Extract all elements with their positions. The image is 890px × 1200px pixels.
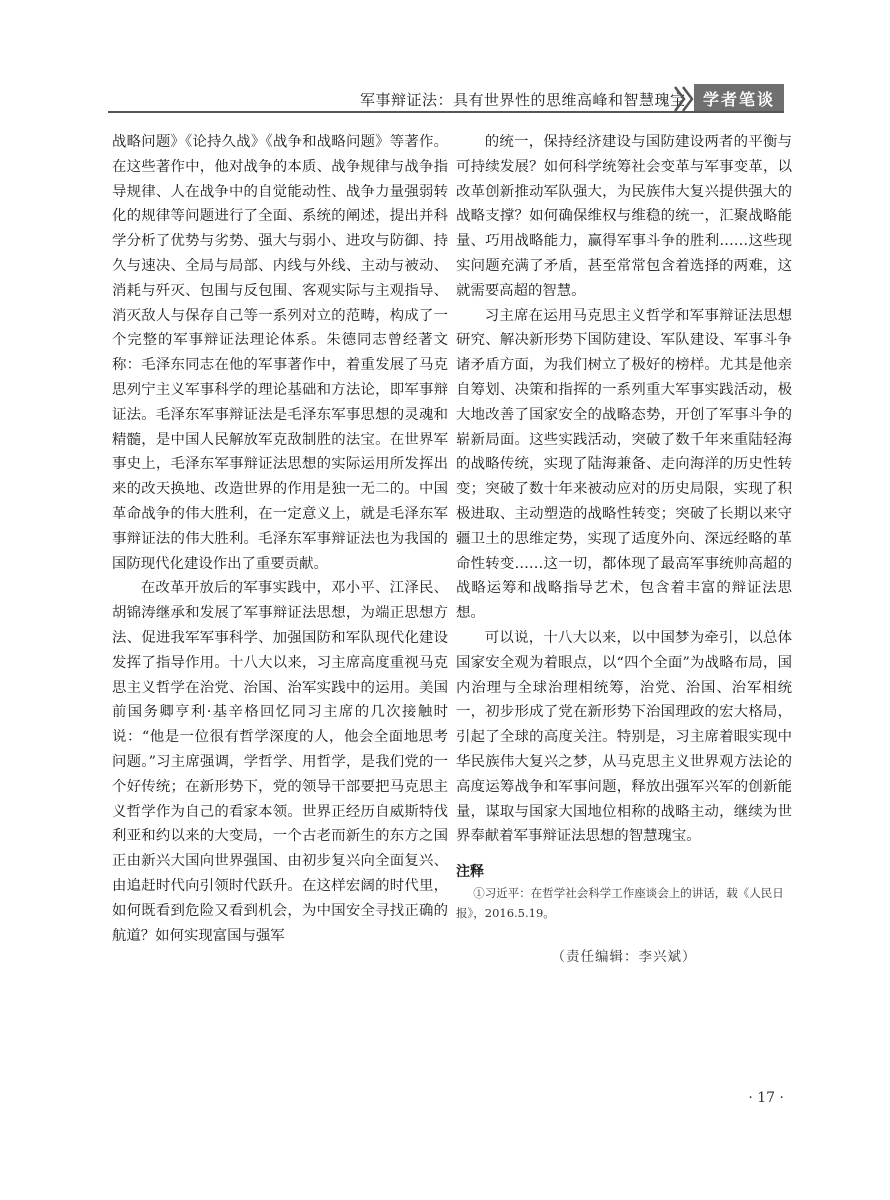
left-column (112, 130, 448, 948)
paragraph: 可以说，十八大以来，以中国梦为牵引，以总体国家安全观为着眼点，以“四个全面”为战略布局，国内治理与全球治理相统筹，治党、治国、治军相统一，初步形成了党在新形势下治国理政的宏大格局，引起了全球的高度关注。特别是，习主席着眼实现中华民族伟大复兴之梦，从马克思主义世界观方法论的高度运筹战争和军事问题，释放出强军兴军的创新能量，谋取与国家大国地位相称的战略主动，继续为世界奉献着军事辩证法思想的智慧瑰宝。 (456, 629, 792, 845)
footnote: ①习近平：在哲学社会科学工作座谈会上的讲话，载《人民日报》，2016.5.19。 (456, 886, 784, 921)
article-title: 军事辩证法：具有世界性的思维高峰和智慧瑰宝 (360, 91, 686, 109)
notes-heading: 注释 (456, 864, 484, 881)
paragraph: 的统一，保持经济建设与国防建设两者的平衡与可持续发展？如何科学统筹社会变革与军事变革，以改革创新推动军队强大，为民族伟大复兴提供强大的战略支撑？如何确保维权与维稳的统一，汇聚战略能量、巧用战略能力，赢得军事斗争的胜利……这些现实问题充满了矛盾，甚至常常包含着选择的两难，这就需要高超的智慧。 (456, 134, 792, 299)
section-badge: 学者笔谈 (694, 84, 784, 112)
paragraph: 习主席在运用马克思主义哲学和军事辩证法思想研究、解决新形势下国防建设、军队建设、军事斗争诸矛盾方面，为我们树立了极好的榜样。尤其是他亲自筹划、决策和指挥的一系列重大军事实践活动，极大地改善了国家安全的战略态势，开创了军事斗争的崭新局面。这些实践活动，突破了数千年来重陆轻海的战略传统，实现了陆海兼备、走向海洋的历史性转变；突破了数十年来被动应对的历史局限，实现了积极进取、主动塑造的战略性转变；突破了长期以来守疆卫土的思维定势，实现了适度外向、深远经略的革命性转变……这一切，都体现了最高军事统帅高超的战略运筹和战略指导艺术，包含着丰富的辩证法思想。 (456, 307, 792, 622)
paragraph: 战略问题》《论持久战》《战争和战略问题》等著作。在这些著作中，他对战争的本质、战争规律与战争指导规律、人在战争中的自觉能动性、战争力量强弱转化的规律等问题进行了全面、系统的阐述，提出并科学分析了优势与劣势、强大与弱小、进攻与防御、持久与速决、全局与局部、内线与外线、主动与被动、消耗与歼灭、包围与反包围、客观实际与主观指导、消灭敌人与保存自己等一系列对立的范畴，构成了一个完整的军事辩证法理论体系。朱德同志曾经著文称：毛泽东同志在他的军事著作中，着重发展了马克思列宁主义军事科学的理论基础和方法论，即军事辩证法。毛泽东军事辩证法是毛泽东军事思想的灵魂和精髓，是中国人民解放军克敌制胜的法宝。在世界军事史上，毛泽东军事辩证法思想的实际运用所发挥出来的改天换地、改造世界的作用是独一无二的。中国革命战争的伟大胜利，在一定意义上，就是毛泽东军事辩证法的伟大胜利。毛泽东军事辩证法也为我国的国防现代化建设作出了重要贡献。 (112, 134, 448, 572)
double-chevron-icon (672, 85, 696, 113)
page-number: · 17 · (748, 1090, 784, 1106)
editor-credit: （责任编辑：李兴斌） (551, 949, 697, 966)
paragraph: 在改革开放后的军事实践中，邓小平、江泽民、胡锦涛继承和发展了军事辩证法思想，为端正思想方法、促进我军军事科学、加强国防和军队现代化建设发挥了指导作用。十八大以来，习主席高度重视马克思主义哲学在治党、治国、治军实践中的运用。美国前国务卿亨利·基辛格回忆同习主席的几次接触时说：“他是一位很有哲学深度的人，他会全面地思考问题。”习主席强调，学哲学、用哲学，是我们党的一个好传统；在新形势下，党的领导干部要把马克思主义哲学作为自己的看家本领。世界正经历自威斯特伐利亚和约以来的大变局，一个古老而新生的东方之国正由新兴大国向世界强国、由初步复兴向全面复兴、由追赶时代向引领时代跃升。在这样宏阔的时代里，如何既看到危险又看到机会，为中国安全寻找正确的航道？如何实现富国与强军 (112, 580, 448, 944)
header-rule (108, 111, 784, 113)
right-column (456, 130, 792, 970)
